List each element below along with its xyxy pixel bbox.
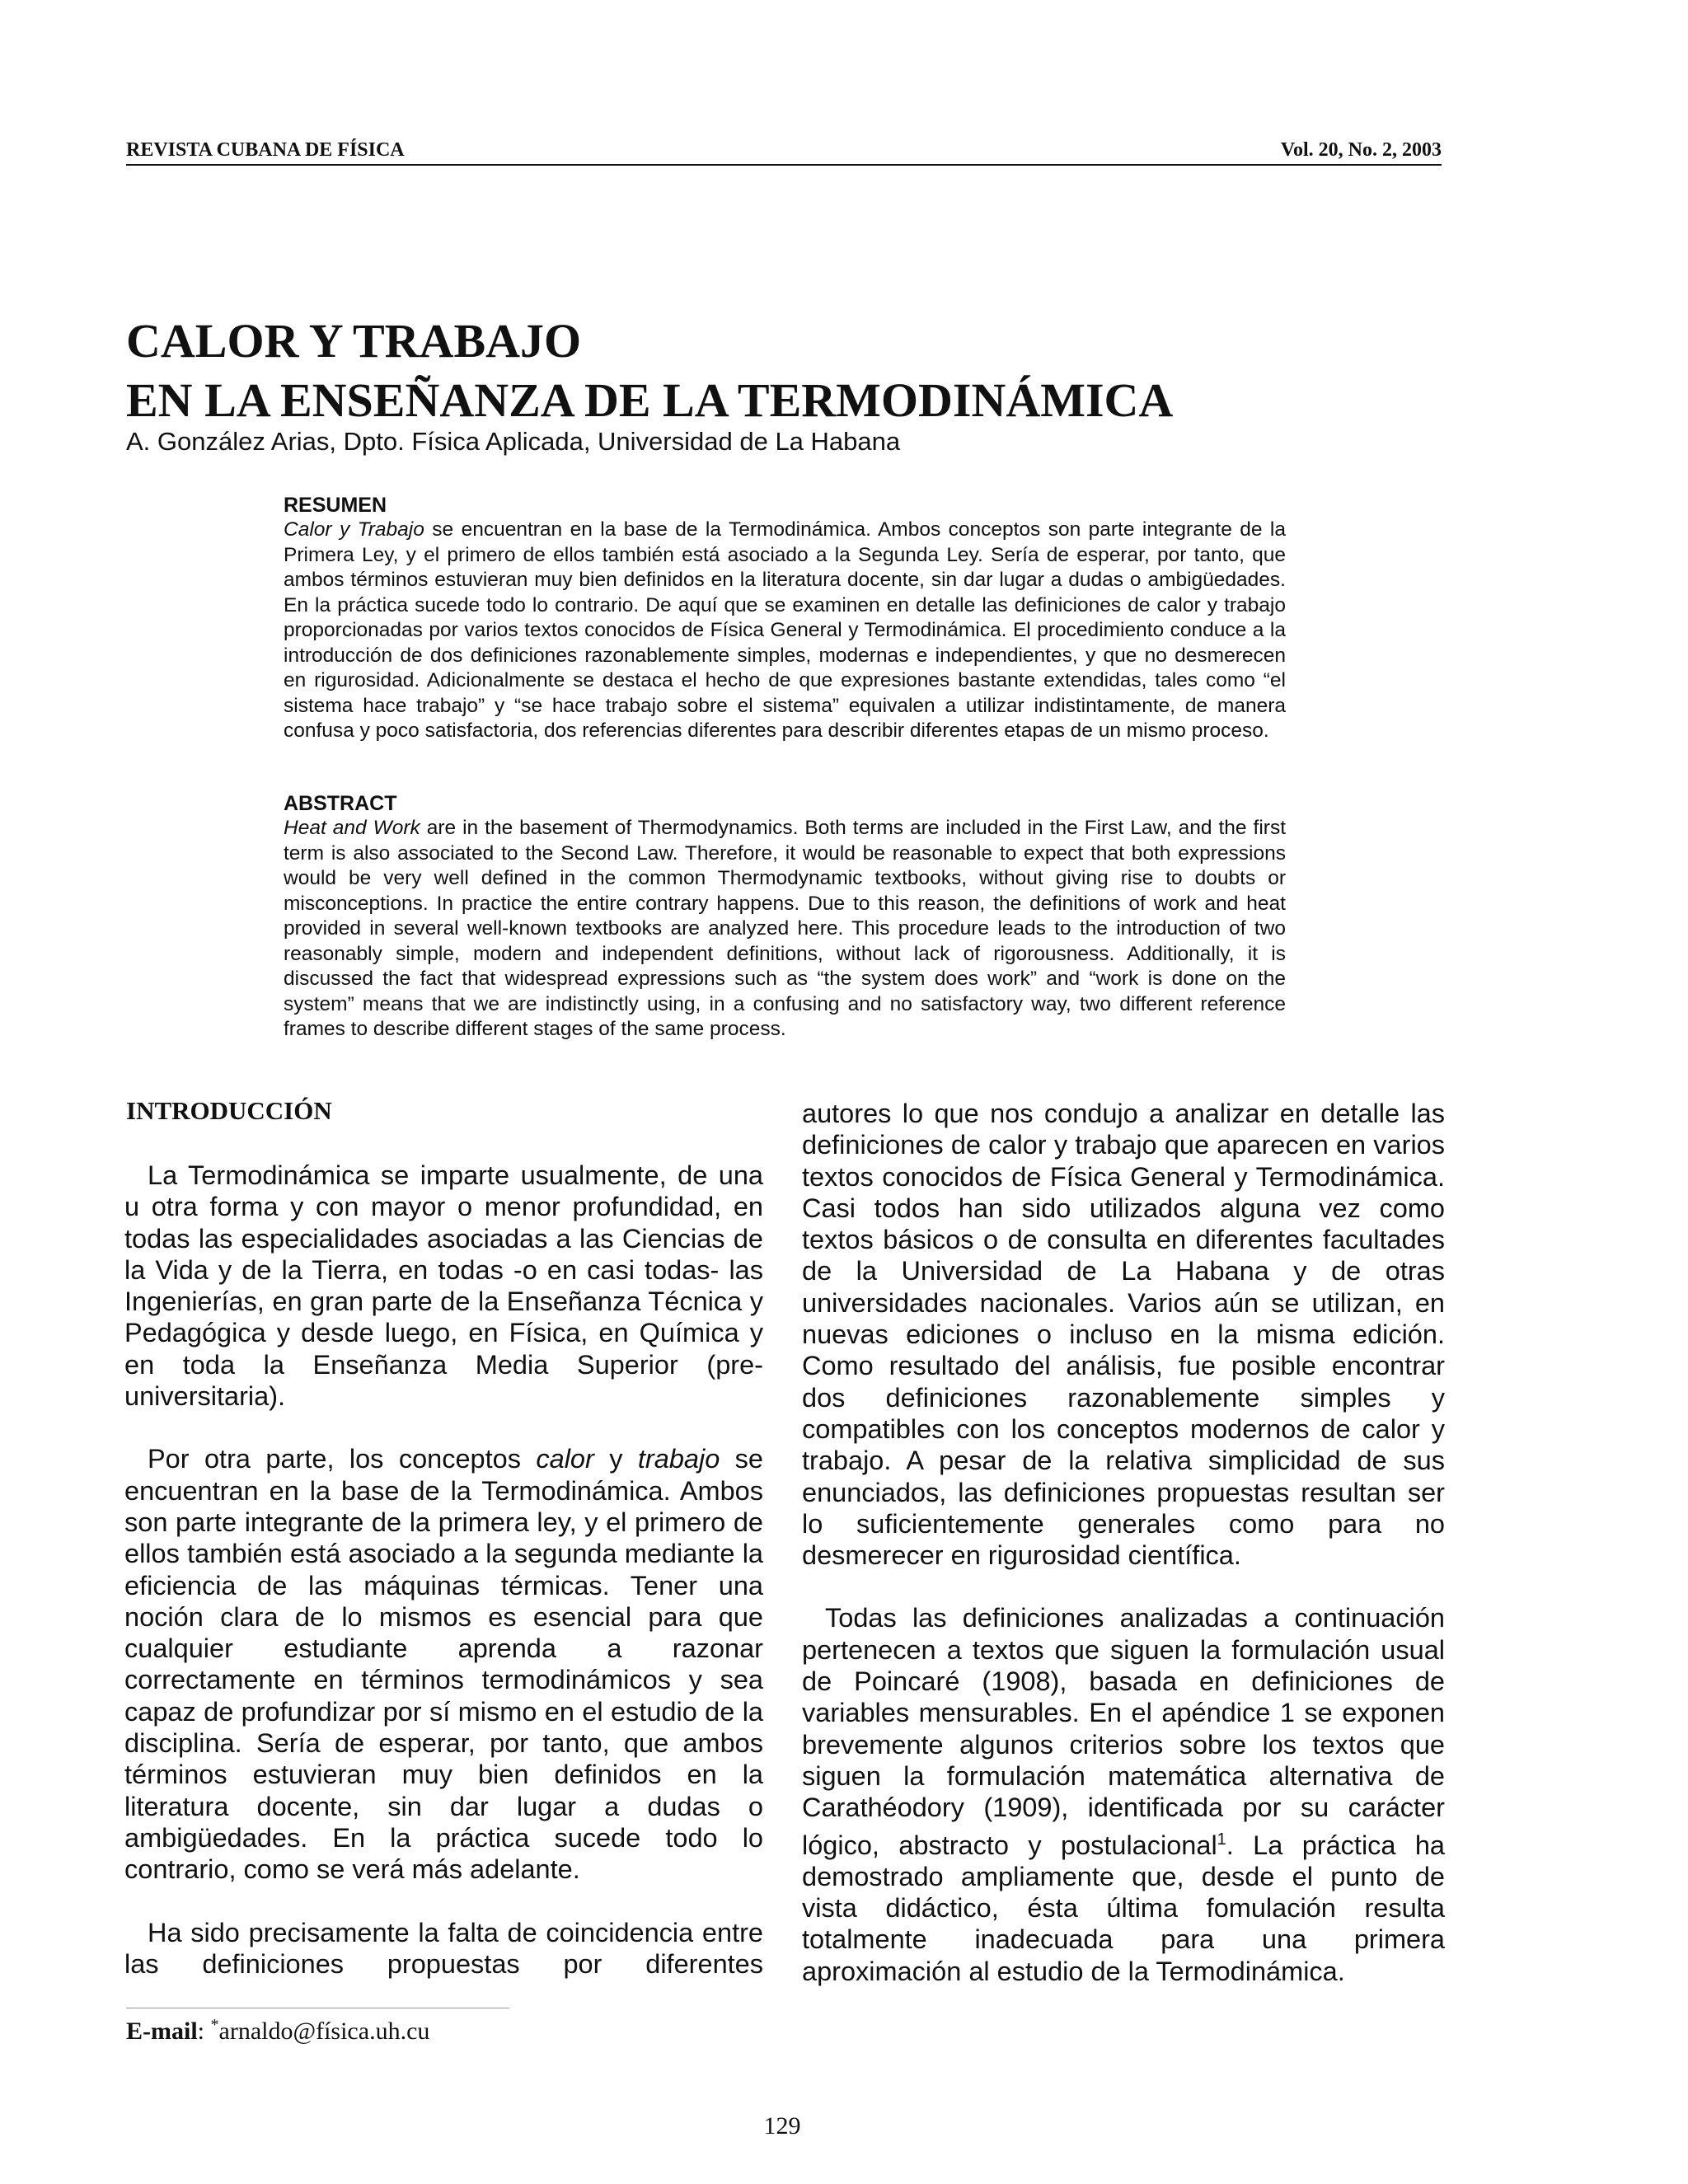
resumen-text xyxy=(284,518,1286,744)
journal-name: REVISTA CUBANA DE FÍSICA xyxy=(126,139,405,161)
intro-p2-part-c: se encuentran en la base de la Termodinámica. Ambos son parte integrante de la primera ley, y el primero de ellos también está asociado a la segunda mediante la eficiencia de las máquinas térmicas. Tener una noción clara de lo mismos es esencial para que cualquier estudiante aprenda a razonar correctamente en términos termodinámicos y sea capaz de profundizar por sí mismo en el estudio de la disciplina. Sería de esperar, por tanto, que ambos términos estuvieran muy bien definidos en la literatura docente, sin dar lugar a dudas o ambigüedades. En la práctica sucede todo lo contrario, como se verá más adelante. xyxy=(124,1444,764,1885)
term-calor: calor xyxy=(536,1444,594,1474)
title-line-1: CALOR Y TRABAJO xyxy=(126,314,582,368)
abstract-heading: ABSTRACT xyxy=(284,792,397,815)
author-affiliation: A. González Arias, Dpto. Física Aplicada, Universidad de La Habana xyxy=(126,427,901,456)
volume-info: Vol. 20, No. 2, 2003 xyxy=(1280,139,1442,161)
footnote-email xyxy=(126,2016,429,2046)
left-column xyxy=(124,1160,763,1980)
intro-paragraph-2 xyxy=(124,1443,763,1885)
resumen-italic-lead: Calor y Trabajo xyxy=(284,518,424,541)
term-trabajo: trabajo xyxy=(637,1444,720,1474)
page-number: 129 xyxy=(763,2112,801,2139)
abstract-block xyxy=(284,791,1286,1043)
resumen-heading: RESUMEN xyxy=(284,494,387,517)
email-star: * xyxy=(210,2016,219,2034)
resumen-body: se encuentran en la base de la Termodinámica. Ambos conceptos son parte integrante de la Primera Ley, y el primero de ellos también está asociado a la Segunda Ley. Sería de esperar, por tanto, que ambos términos estuvieran muy bien definidos en la literatura docente, sin dar lugar a dudas o ambigüedades. En la práctica sucede todo lo contrario. De aquí que se examinen en detalle las definiciones de calor y trabajo proporcionadas por varios textos conocidos de Física General y Termodinámica. El procedimiento conduce a la introducción de dos definiciones razonablemente simples, modernas e independientes, y que no desmerecen en rigurosidad. Adicionalmente se destaca el hecho de que expresiones bastante extendidas, tales como “el sistema hace trabajo” y “se hace trabajo sobre el sistema” equivalen a utilizar indistintamente, de manera confusa y poco satisfactoria, dos referencias diferentes para describir diferentes etapas de un mismo proceso. xyxy=(284,518,1286,742)
running-header xyxy=(126,136,1442,166)
intro-p4-part-b: . La práctica ha demostrado ampliamente que, desde el punto de vista didáctico, ésta última fomulación resulta totalmente inadecuada para una primera aproximación al estudio de la Termodinámica. xyxy=(802,1830,1445,1986)
abstract-text xyxy=(284,816,1286,1043)
intro-paragraph-4 xyxy=(802,1602,1445,1986)
abstract-italic-lead: Heat and Work xyxy=(284,817,420,839)
title-line-2: EN LA ENSEÑANZA DE LA TERMODINÁMICA xyxy=(126,373,1174,427)
resumen-block xyxy=(284,493,1286,744)
section-heading-introduccion: INTRODUCCIÓN xyxy=(126,1096,332,1125)
email-address[interactable]: arnaldo@física.uh.cu xyxy=(218,2018,430,2045)
email-separator: : xyxy=(197,2018,211,2045)
article-title xyxy=(126,312,1527,430)
right-column xyxy=(802,1098,1445,1987)
intro-paragraph-3: Ha sido precisamente la falta de coincidencia entre las definiciones propuestas por diferentes xyxy=(124,1917,763,1979)
footnote-ref-1: 1 xyxy=(1217,1830,1226,1849)
intro-p2-part-a: Por otra parte, los conceptos xyxy=(148,1444,537,1474)
email-label: E-mail xyxy=(126,2018,198,2045)
intro-paragraph-1: La Termodinámica se imparte usualmente, de una u otra forma y con mayor o menor profundidad, en todas las especialidades asociadas a las Ciencias de la Vida y de la Tierra, en todas -o en casi todas- las Ingenierías, en gran parte de la Enseñanza Técnica y Pedagógica y desde luego, en Física, en Química y en toda la Enseñanza Media Superior (pre-universitaria). xyxy=(124,1160,763,1412)
abstract-body: are in the basement of Thermodynamics. Both terms are included in the First Law, and the first term is also associated to the Second Law. Therefore, it would be reasonable to expect that both expressions would be very well defined in the common Thermodynamic textbooks, without giving rise to doubts or misconceptions. In practice the entire contrary happens. Due to this reason, the definitions of work and heat provided in several well-known textbooks are analyzed here. This procedure leads to the introduction of two reasonably simple, modern and independent definitions, without lack of rigorousness. Additionally, it is discussed the fact that widespread expressions such as “the system does work” and “work is done on the system” means that we are indistinctly using, in a confusing and no satisfactory way, two different reference frames to describe different stages of the same process. xyxy=(284,817,1286,1040)
intro-p4-part-a: Todas las definiciones analizadas a continuación pertenecen a textos que siguen la formulación usual de Poincaré (1908), basada en definiciones de variables mensurables. En el apéndice 1 se exponen brevemente algunos criterios sobre los textos que siguen la formulación matemática alternativa de Carathéodory (1909), identificada por su carácter lógico, abstracto y postulacional xyxy=(802,1603,1445,1860)
intro-p2-part-b: y xyxy=(593,1444,638,1474)
intro-paragraph-3-continued: autores lo que nos condujo a analizar en detalle las definiciones de calor y trabajo que aparecen en varios textos conocidos de Física General y Termodinámica. Casi todos han sido utilizados alguna vez como textos básicos o de consulta en diferentes facultades de la Universidad de La Habana y de otras universidades nacionales. Varios aún se utilizan, en nuevas ediciones o incluso en la misma edición. Como resultado del análisis, fue posible encontrar dos definiciones razonablemente simples y compatibles con los conceptos modernos de calor y trabajo. A pesar de la relativa simplicidad de sus enunciados, las definiciones propuestas resultan ser lo suficientemente generales como para no desmerecer en rigurosidad científica. xyxy=(802,1099,1445,1571)
